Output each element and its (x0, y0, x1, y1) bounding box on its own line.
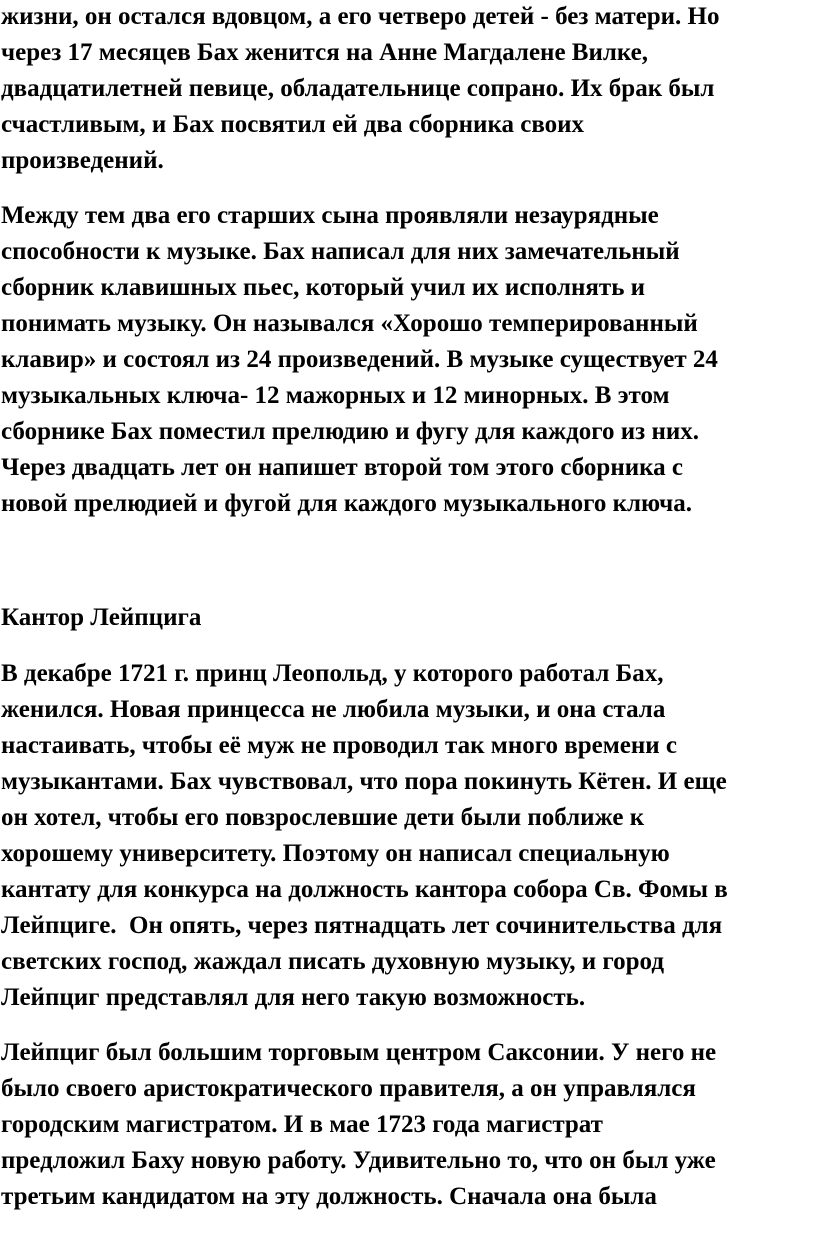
text-line: новой прелюдией и фугой для каждого музыкального ключа. (1, 490, 693, 517)
text-line: Лейпциг представлял для него такую возможность. (1, 984, 586, 1011)
text-line: двадцатилетней певице, обладательнице сопрано. Их брак был (1, 75, 715, 102)
text-line: сборник клавишных пьес, который учил их исполнять и (1, 274, 646, 301)
text-line: он хотел, чтобы его повзрослевшие дети были поближе к (1, 804, 645, 831)
text-line: произведений. (1, 147, 164, 174)
text-line: предложил Баху новую работу. Удивительно то, что он был уже (1, 1147, 716, 1174)
text-line: понимать музыку. Он назывался «Хорошо темперированный (1, 310, 698, 337)
text-line: светских господ, жаждал писать духовную музыку, и город (1, 948, 664, 975)
text-line: через 17 месяцев Бах женится на Анне Магдалене Вилке, (1, 39, 649, 66)
text-line: кантату для конкурса на должность кантора собора Св. Фомы в (1, 876, 728, 903)
section-heading: Кантор Лейпцига (1, 604, 202, 631)
text-line: сборнике Бах поместил прелюдию и фугу для каждого из них. (1, 418, 700, 445)
text-line: музыкантами. Бах чувствовал, что пора покинуть Кётен. И еще (1, 768, 727, 795)
text-line: счастливым, и Бах посвятил ей два сборника своих (1, 111, 585, 138)
text-line: женился. Новая принцесса не любила музыки, и она стала (1, 696, 666, 723)
text-line: Лейпциге. Он опять, через пятнадцать лет сочинительства для (1, 912, 723, 939)
text-line: Лейпциг был большим торговым центром Саксонии. У него не (1, 1039, 717, 1066)
text-line: В декабре 1721 г. принц Леопольд, у которого работал Бах, (1, 660, 664, 687)
text-line: клавир» и состоял из 24 произведений. В музыке существует 24 (1, 346, 718, 373)
text-line: жизни, он остался вдовцом, а его четверо детей - без матери. Но (1, 3, 720, 30)
text-line: хорошему университету. Поэтому он написал специальную (1, 840, 670, 867)
text-line: третьим кандидатом на эту должность. Сначала она была (1, 1183, 657, 1210)
text-line: было своего аристократического правителя, а он управлялся (1, 1075, 696, 1102)
text-line: Между тем два его старших сына проявляли незаурядные (1, 202, 659, 229)
text-line: городским магистратом. И в мае 1723 года магистрат (1, 1111, 603, 1138)
text-line: Через двадцать лет он напишет второй том этого сборника с (1, 454, 683, 481)
text-line: музыкальных ключа- 12 мажорных и 12 минорных. В этом (1, 382, 670, 409)
text-line: способности к музыке. Бах написал для них замечательный (1, 238, 680, 265)
text-line: настаивать, чтобы её муж не проводил так много времени с (1, 732, 677, 759)
